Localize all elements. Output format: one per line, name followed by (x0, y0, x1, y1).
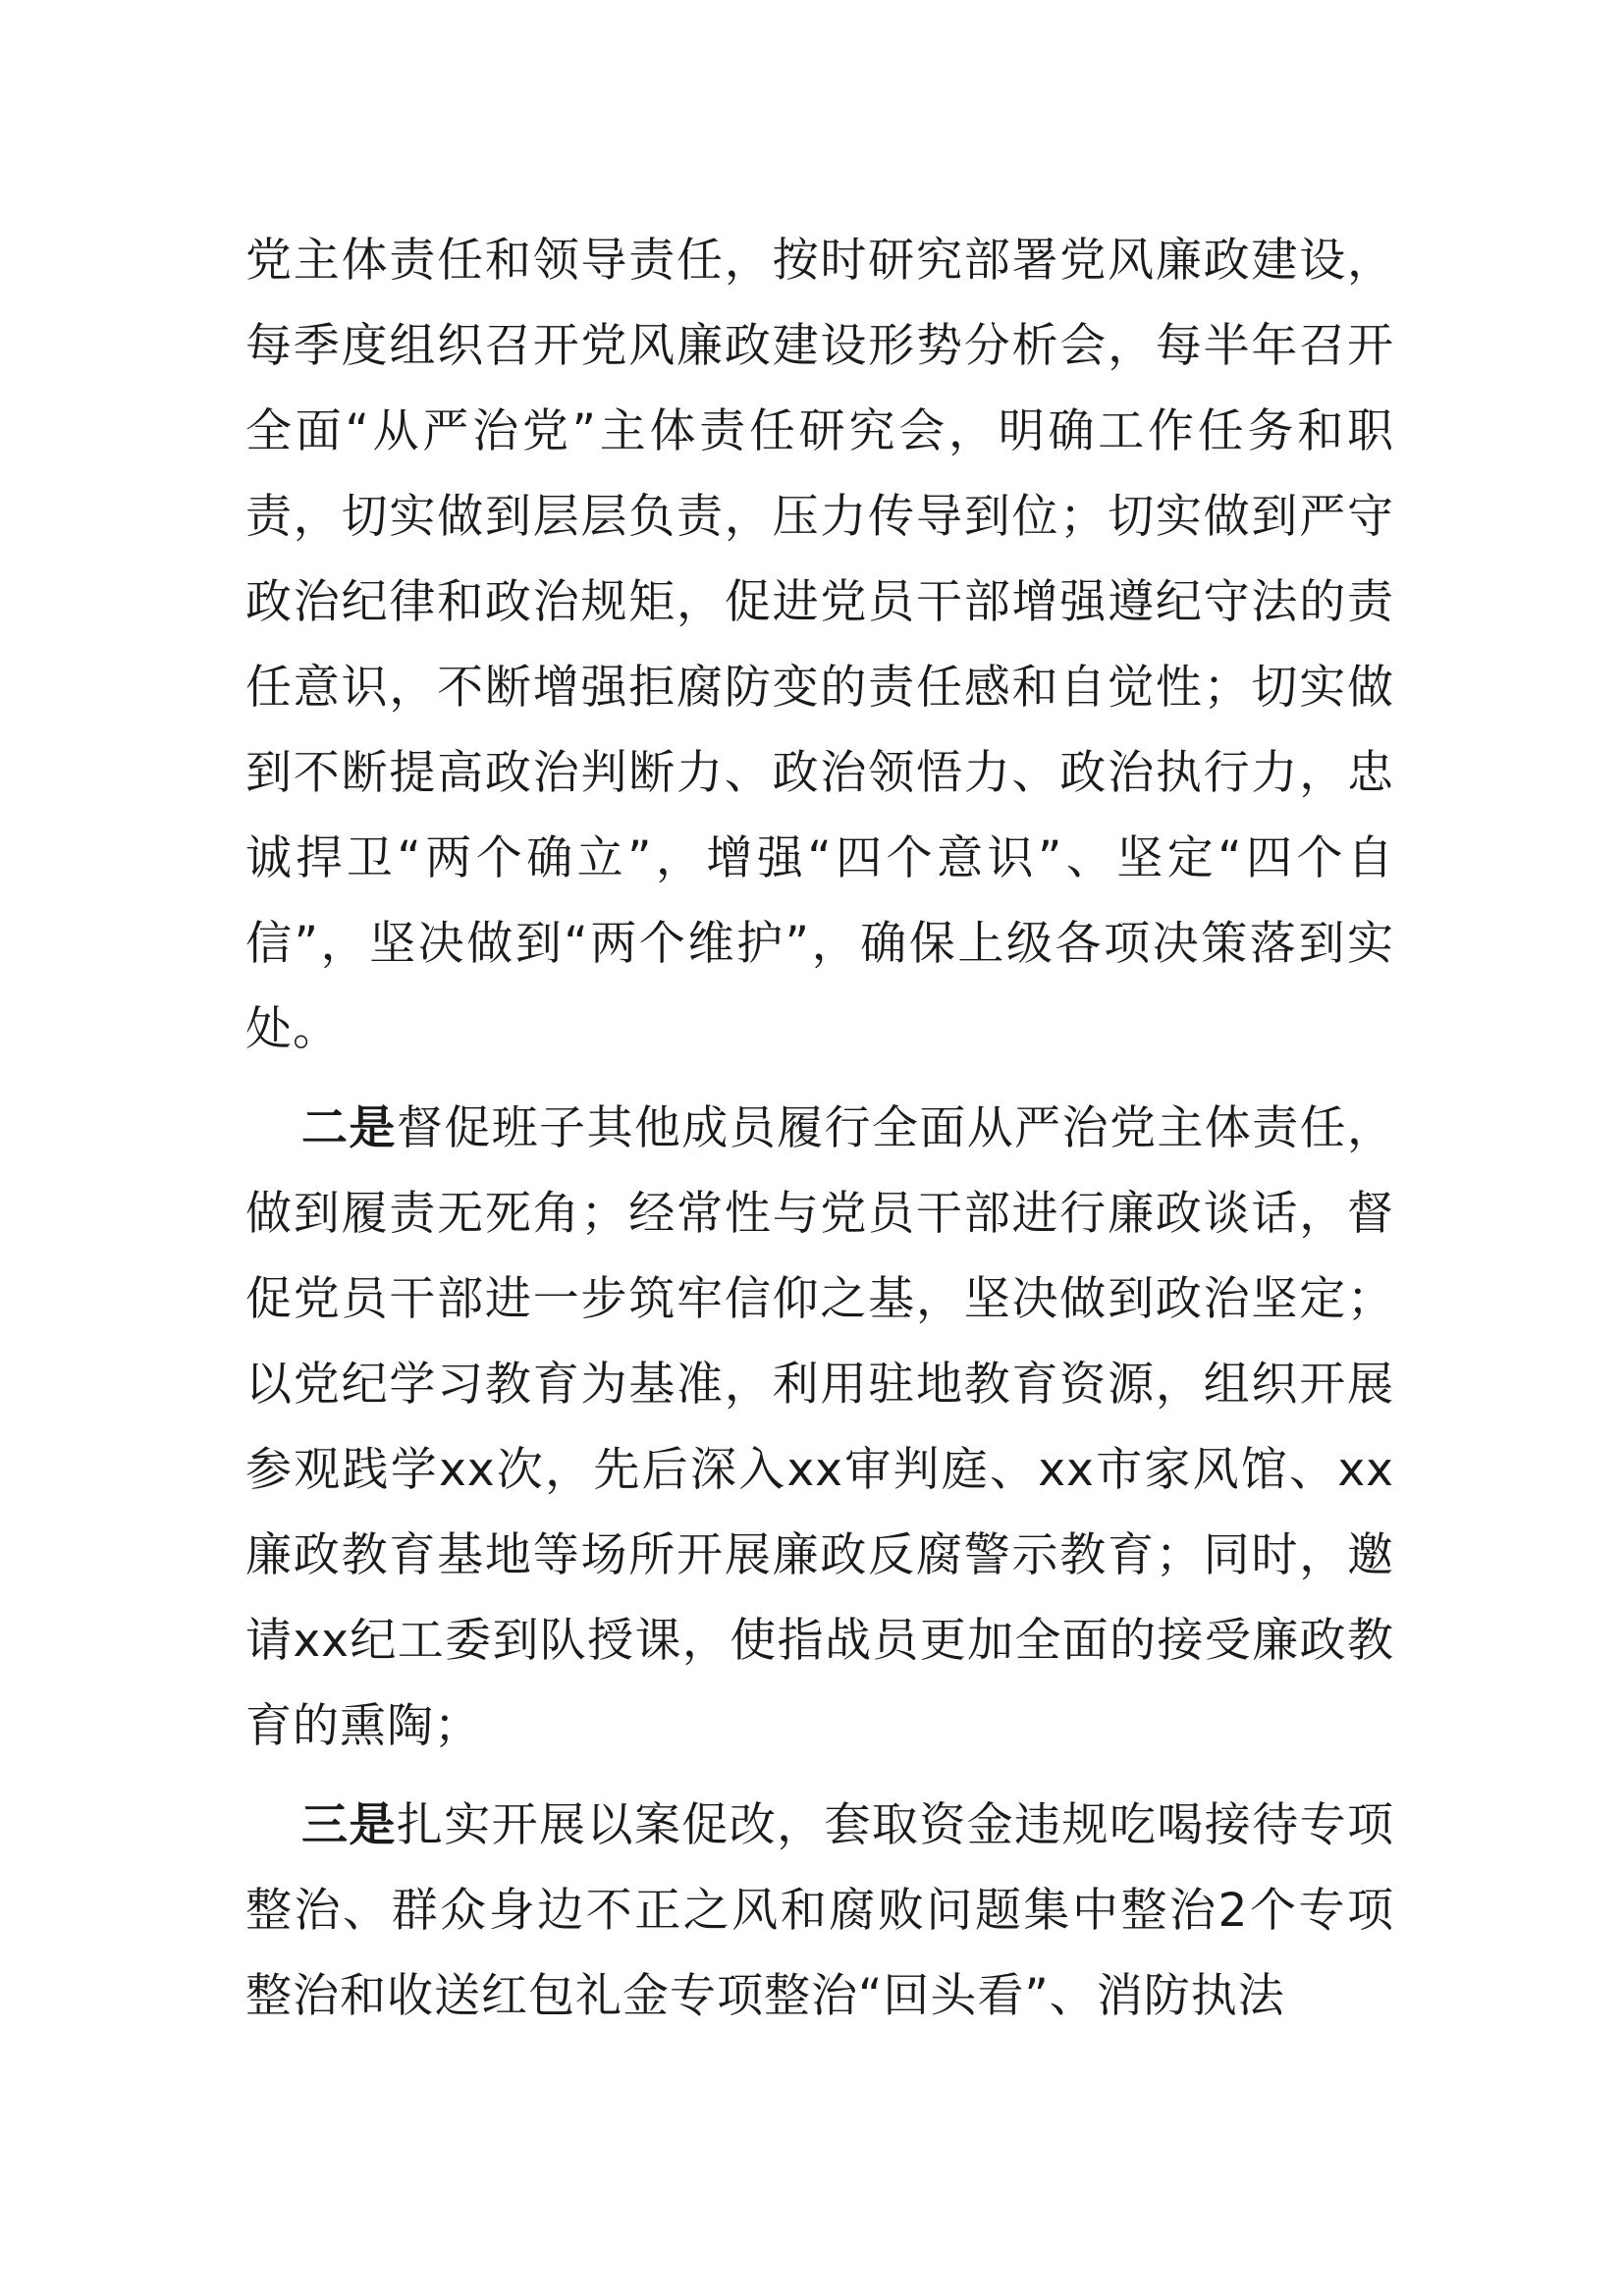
paragraph-lead: 三是 (301, 1798, 397, 1852)
paragraph-lead: 二是 (301, 1101, 397, 1155)
paragraph-item-two (245, 1086, 1394, 1769)
paragraph-text: 党主体责任和领导责任，按时研究部署党风廉政建设，每季度组织召开党风廉政建设形势分析会，每半年召开全面“从严治党”主体责任研究会，明确工作任务和职责，切实做到层层负责，压力传导到位；切实做到严守政治纪律和政治规矩，促进党员干部增强遵纪守法的责任意识，不断增强拒腐防变的责任感和自觉性；切实做到不断提高政治判断力、政治领悟力、政治执行力，忠诚捍卫“两个确立”，增强“四个意识”、坚定“四个自信”，坚决做到“两个维护”，确保上级各项决策落到实处。 (245, 234, 1394, 1056)
document-body (245, 218, 1394, 2039)
paragraph-item-three (245, 1783, 1394, 2039)
paragraph-continued (245, 218, 1394, 1072)
paragraph-text: 扎实开展以案促改，套取资金违规吃喝接待专项整治、群众身边不正之风和腐败问题集中整治2个专项整治和收送红包礼金专项整治“回头看”、消防执法 (245, 1798, 1395, 2023)
paragraph-text: 督促班子其他成员履行全面从严治党主体责任，做到履责无死角；经常性与党员干部进行廉政谈话，督促党员干部进一步筑牢信仰之基，坚决做到政治坚定；以党纪学习教育为基准，利用驻地教育资源，组织开展参观践学xx次，先后深入xx审判庭、xx市家风馆、xx廉政教育基地等场所开展廉政反腐警示教育；同时，邀请xx纪工委到队授课，使指战员更加全面的接受廉政教育的熏陶； (245, 1101, 1395, 1753)
